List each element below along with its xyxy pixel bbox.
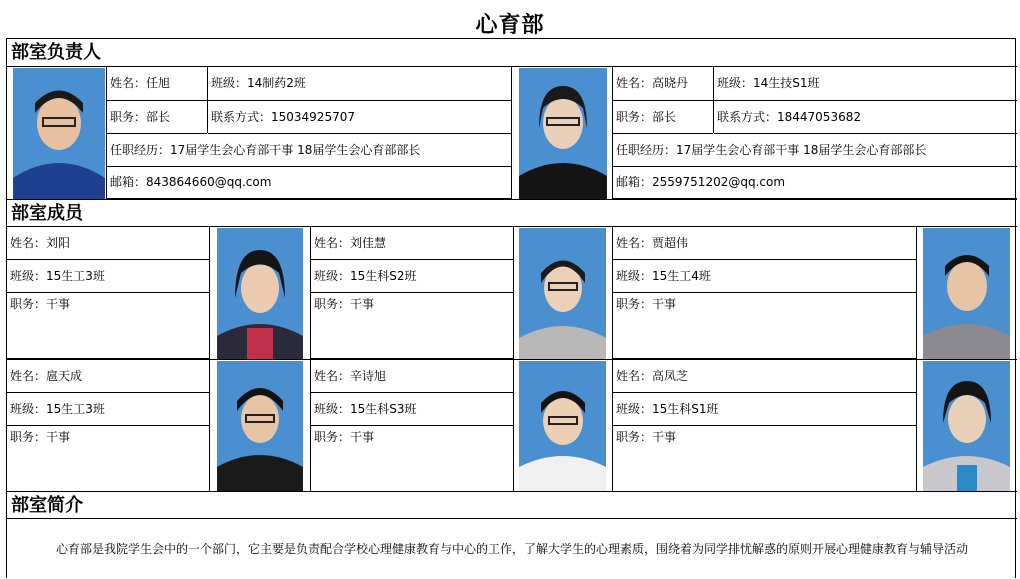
member-photo xyxy=(217,228,303,359)
leader-name: 姓名：高晓丹 xyxy=(613,67,713,101)
portrait-icon xyxy=(217,228,303,359)
member-name: 姓名：贾超伟 xyxy=(613,227,916,260)
leader-email: 邮箱：2559751202@qq.com xyxy=(613,167,1017,199)
portrait-icon xyxy=(217,361,303,491)
leader-email: 邮箱：843864660@qq.com xyxy=(107,167,511,199)
portrait-icon xyxy=(13,68,105,199)
member-role: 职务：干事 xyxy=(10,430,71,444)
leader-phone: 联系方式：18447053682 xyxy=(714,101,1017,134)
member-role: 职务：干事 xyxy=(7,293,209,359)
member-name: 姓名：扈天成 xyxy=(7,360,209,393)
department-table xyxy=(6,38,1016,578)
member-class: 班级：15生工3班 xyxy=(7,393,209,426)
portrait-icon xyxy=(519,361,606,491)
member-class: 班级：15生科S2班 xyxy=(311,260,513,293)
intro-text: 心育部是我院学生会中的一个部门，它主要是负责配合学校心理健康教育与中心的工作，了解大学生的心理素质，围绕着为同学排忧解惑的原则开展心理健康教育与辅导活动 xyxy=(55,542,968,556)
member-photo xyxy=(923,228,1010,359)
leader-class: 班级：14生技S1班 xyxy=(714,67,1017,101)
section-header-intro: 部室简介 xyxy=(7,491,1017,519)
leader-role: 职务：部长 xyxy=(107,101,207,134)
leader-class: 班级：14制药2班 xyxy=(208,67,511,101)
member-name: 姓名：高凤芝 xyxy=(613,360,916,393)
page-title: 心育部 xyxy=(475,13,545,38)
leader-role: 职务：部长 xyxy=(613,101,713,134)
leader-photo xyxy=(519,68,607,199)
member-class: 班级：15生科S1班 xyxy=(613,393,916,426)
leader-history: 任职经历：17届学生会心育部干事 18届学生会心育部部长 xyxy=(107,134,511,167)
member-role: 职务：干事 xyxy=(311,293,513,359)
member-role: 职务：干事 xyxy=(314,430,375,444)
leader-history: 任职经历：17届学生会心育部干事 18届学生会心育部部长 xyxy=(613,134,1017,167)
member-name: 姓名：刘阳 xyxy=(7,227,209,260)
portrait-icon xyxy=(519,228,606,359)
member-class: 班级：15生科S3班 xyxy=(311,393,513,426)
member-class: 班级：15生工4班 xyxy=(613,260,916,293)
leader-photo xyxy=(13,68,105,199)
member-role: 职务：干事 xyxy=(616,430,677,444)
section-header-members: 部室成员 xyxy=(7,199,1017,227)
portrait-icon xyxy=(923,228,1010,359)
member-photo xyxy=(217,361,303,491)
leader-phone: 联系方式：15034925707 xyxy=(208,101,511,134)
member-name: 姓名：辛诗旭 xyxy=(311,360,513,393)
member-role: 职务：干事 xyxy=(613,293,916,359)
member-photo xyxy=(923,361,1010,491)
member-name: 姓名：刘佳慧 xyxy=(311,227,513,260)
member-photo xyxy=(519,361,606,491)
portrait-icon xyxy=(519,68,607,199)
member-photo xyxy=(519,228,606,359)
section-header-leaders: 部室负责人 xyxy=(7,39,1017,67)
member-class: 班级：15生工3班 xyxy=(7,260,209,293)
portrait-icon xyxy=(923,361,1010,491)
leader-name: 姓名：任旭 xyxy=(107,67,207,101)
